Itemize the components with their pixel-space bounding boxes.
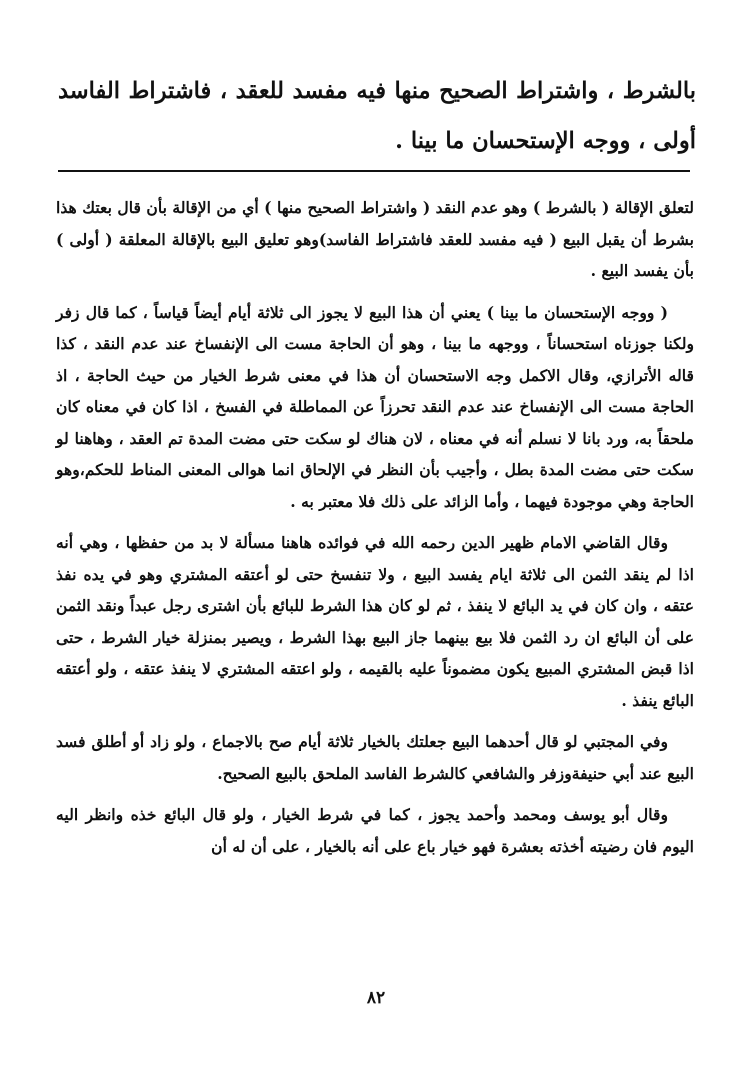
commentary-paragraph: ( ووجه الإستحسان ما بينا ) يعني أن هذا البيع لا يجوز الى ثلاثة أيام أيضاً قياساً ، كما قال زفر ولكنا جوزناه استحساناً ، ووجهه ما بينا ، وهو أن الحاجة مست الى الإنفساخ عند عدم النقد ، كذا قاله الأترازي، وقال الاكمل وجه الاستحسان أن هذا في معنى شرط الخيار من حيث الحاجة ، اذ الحاجة مست الى الإنفساخ عند عدم النقد تحرزاً عن المماطلة في الفسخ ، اذا كان في معناه كان ملحقاً به، ورد بانا لا نسلم أنه في معناه ، لان هناك لو سكت حتى مضت المدة تم العقد ، وهاهنا لو سكت حتى مضت المدة بطل ، وأجيب بأن النظر في الإلحاق انما هوالى المعنى المناط للحكم،وهو الحاجة وهي موجودة فيهما ، وأما الزائد على ذلك فلا معتبر به .: [56, 302, 694, 511]
page-number: ٨٢: [366, 988, 386, 1008]
commentary-paragraph: وفي المجتبي لو قال أحدهما البيع جعلتك بالخيار ثلاثة أيام صح بالاجماع ، ولو زاد أو أطلق فسد البيع عند أبي حنيفةوزفر والشافعي كالشرط الفاسد الملحق بالبيع الصحيح.: [56, 732, 694, 783]
commentary-paragraph: لتعلق الإقالة ( بالشرط ) وهو عدم النقد ( واشتراط الصحيح منها ) أي من الإقالة بأن قال بعتك هذا بشرط أن يقبل البيع ( فيه مفسد للعقد فاشتراط الفاسد)وهو تعليق البيع بالإقالة المعلقة ( أولى ) بأن يفسد البيع .: [56, 198, 694, 280]
commentary-paragraph: وقال القاضي الامام ظهير الدين رحمه الله في فوائده هاهنا مسألة لا بد من حفظها ، وهي أنه اذا لم ينقد الثمن الى ثلاثة ايام يفسد البيع ، ولا تنفسخ حتى لو أعتقه المشتري وهو في يده نفذ عتقه ، وان كان في يد البائع لا ينفذ ، ثم لو كان هذا الشرط للبائع بأن اشترى رجل عبداً ونقد الثمن على أن البائع ان رد الثمن فلا بيع بينهما جاز البيع بهذا الشرط ، ويصير بمنزلة خيار الشرط ، حتى اذا قبض المشتري المبيع يكون مضموناً عليه بالقيمه ، ولو اعتقه المشتري لا ينفذ عتقه ، ولو أعتقه البائع ينفذ .: [56, 533, 694, 710]
separator-rule: [58, 170, 690, 172]
matn-text: بالشرط ، واشتراط الصحيح منها فيه مفسد للعقد ، فاشتراط الفاسد أولى ، ووجه الإستحسان ما بينا .: [58, 78, 696, 154]
commentary-section: [56, 192, 694, 872]
commentary-paragraph: وقال أبو يوسف ومحمد وأحمد يجوز ، كما في شرط الخيار ، ولو قال البائع خذه وانظر اليه اليوم فان رضيته أخذته بعشرة فهو خيار باع على أنه بالخيار ، على أن له أن: [56, 805, 694, 856]
